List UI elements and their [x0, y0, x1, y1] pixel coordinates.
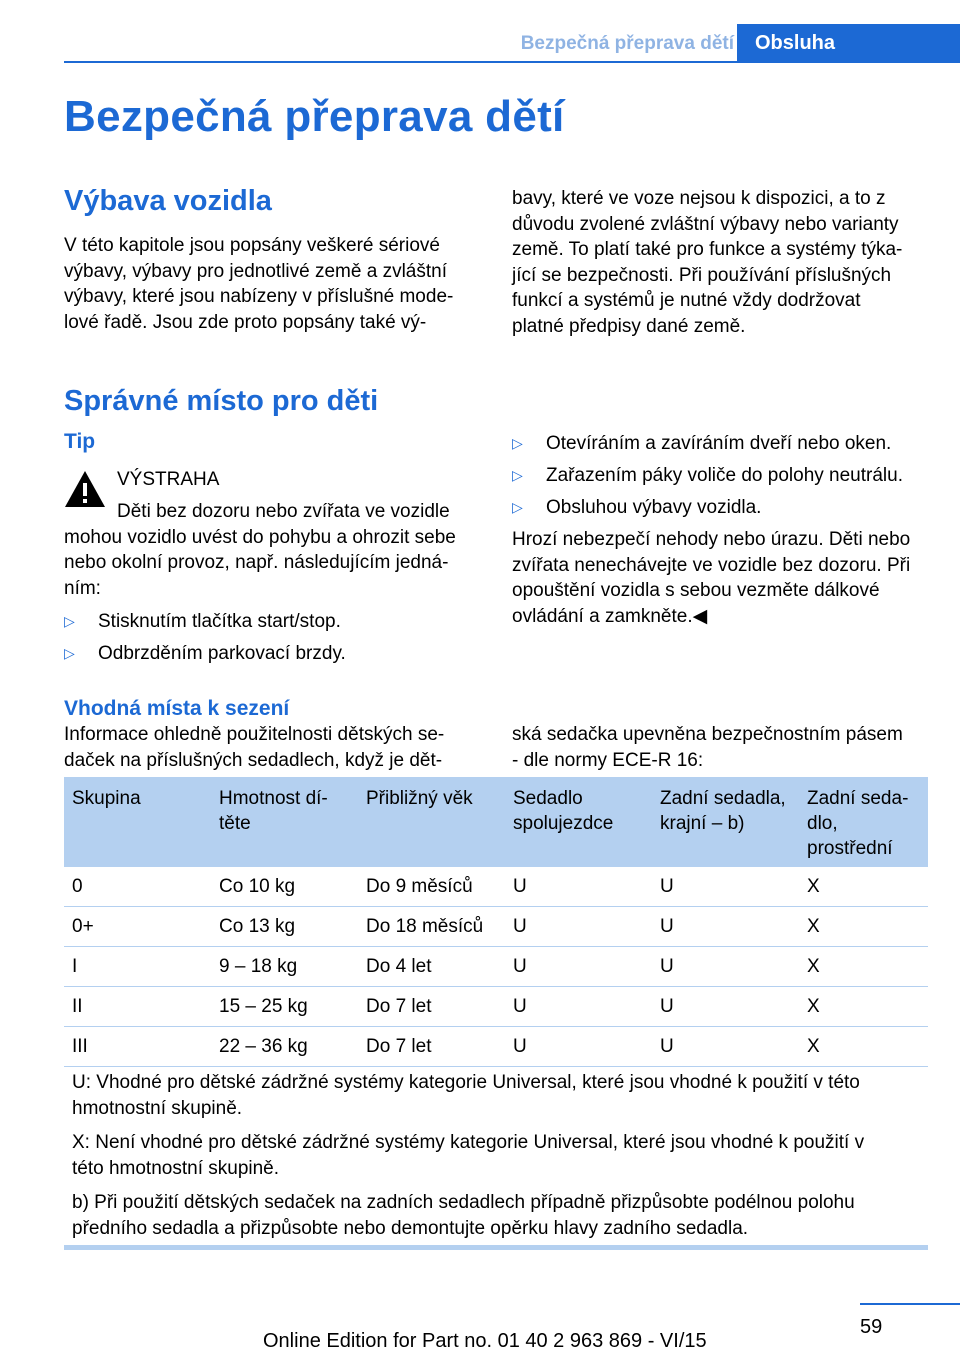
section-heading-place: Správné místo pro děti [64, 385, 379, 417]
table-header-cell: Sedadlo spolujezdce [513, 788, 614, 834]
tip-heading: Tip [64, 430, 96, 453]
table-cell: U [513, 1036, 527, 1057]
footnote-b: b) Při použití dětských sedaček na zadních sedadlech případně přizpůsobte podélnou polohu předního sedadla a přizpůsobte nebo demontujte opěrku hlavy zadního sedadla. [72, 1192, 855, 1239]
page-title: Bezpečná přeprava dětí [64, 92, 565, 141]
table-cell: U [513, 956, 527, 977]
table-cell: 0+ [72, 916, 94, 937]
table-cell: U [513, 916, 527, 937]
table-cell: X [807, 996, 820, 1017]
table-row [64, 867, 928, 907]
equipment-right-paragraph: bavy, které ve voze nejsou k dispozici, a to z důvodu zvolené zvláštní výbavy nebo varianty země. To platí také pro funkce a systémy týka‐ jící se bezpečnosti. Při používání příslušných funkcí a systémů je nutné vždy dodržovat platné předpisy dané země. [512, 188, 903, 337]
table-cell: 15 – 25 kg [219, 996, 308, 1017]
table-header-cell: Hmotnost dí‐ těte [219, 788, 328, 834]
seats-left-paragraph: Informace ohledně použitelnosti dětských se‐ daček na příslušných sedadlech, když je dět‐ [64, 724, 445, 771]
footnote-x: X: Není vhodné pro dětské zádržné systémy kategorie Universal, které jsou vhodné k použití v této hmotnostní skupině. [72, 1132, 865, 1179]
table-row [64, 947, 928, 987]
running-header-chapter-tab: Obsluha [737, 24, 960, 62]
triangle-bullet-icon: ▷ [512, 435, 523, 451]
table-row [64, 1027, 928, 1067]
table-row [64, 907, 928, 947]
table-cell: Co 10 kg [219, 876, 296, 897]
footnote-u: U: Vhodné pro dětské zádržné systémy kategorie Universal, které jsou vhodné k použití v této hmotnostní skupině. [72, 1072, 860, 1119]
table-cell: X [807, 916, 820, 937]
table-cell: X [807, 876, 820, 897]
running-header-section: Bezpečná přeprava dětí [520, 33, 734, 54]
table-bottom-rule [64, 1245, 928, 1250]
triangle-bullet-icon: ▷ [64, 613, 75, 629]
page-number-rule [860, 1303, 960, 1305]
table-header-cell: Zadní seda‐ dlo, prostřední [807, 788, 909, 859]
seat-suitability-table [64, 777, 928, 1067]
table-cell: 0 [72, 876, 83, 897]
table-header-row [64, 777, 928, 867]
seats-right-paragraph: ská sedačka upevněna bezpečnostním pásem - dle normy ECE-R 16: [512, 724, 903, 771]
table-cell: U [660, 876, 674, 897]
table-cell: U [513, 876, 527, 897]
table-cell: 22 – 36 kg [219, 1036, 308, 1057]
footer-edition-text: Online Edition for Part no. 01 40 2 963 869 - VI/15 [263, 1330, 707, 1352]
subsection-heading-seats: Vhodná místa k sezení [64, 697, 290, 720]
table-header-cell: Skupina [72, 788, 141, 809]
table-cell: U [660, 916, 674, 937]
table-cell: Do 7 let [366, 996, 432, 1017]
section-heading-equipment: Výbava vozidla [64, 185, 272, 217]
table-row [64, 987, 928, 1027]
triangle-bullet-icon: ▷ [512, 467, 523, 483]
warning-label: VÝSTRAHA [117, 469, 220, 490]
triangle-bullet-icon: ▷ [512, 499, 523, 515]
table-header-cell: Zadní sedadla, krajní – b) [660, 788, 786, 834]
table-cell: Do 4 let [366, 956, 432, 977]
table-cell: Co 13 kg [219, 916, 296, 937]
equipment-left-paragraph: V této kapitole jsou popsány veškeré sériové výbavy, výbavy pro jednotlivé země a zvláštní výbavy, které jsou nabízeny v příslušné mode‐ lové řadě. Jsou zde proto popsány také vý‐ [64, 235, 454, 333]
table-cell: U [660, 996, 674, 1017]
table-cell: U [513, 996, 527, 1017]
table-cell: 9 – 18 kg [219, 956, 298, 977]
table-cell: X [807, 956, 820, 977]
triangle-bullet-icon: ▷ [64, 645, 75, 661]
table-cell: Do 7 let [366, 1036, 432, 1057]
table-cell: U [660, 1036, 674, 1057]
table-cell: X [807, 1036, 820, 1057]
table-header-cell: Přibližný věk [366, 788, 473, 809]
table-footnotes [64, 1070, 928, 1250]
table-cell: I [72, 956, 78, 977]
warning-paragraph: Děti bez dozoru nebo zvířata ve vozidle mohou vozidlo uvést do pohybu a ohrozit sebe nebo okolní provoz, např. následujícím jedná‐ ním: [64, 501, 456, 599]
table-cell: Do 18 měsíců [366, 916, 484, 937]
header-rule [64, 61, 960, 63]
table-cell: III [72, 1036, 88, 1057]
danger-paragraph: Hrozí nebezpečí nehody nebo úrazu. Děti nebo zvířata nenechávejte ve vozidle bez dozoru. Při opouštění vozidla s sebou vezměte dálkové ovládání a zamkněte.◀ [512, 529, 911, 627]
page-number: 59 [860, 1316, 883, 1338]
table-cell: Do 9 měsíců [366, 876, 473, 897]
table-cell: II [72, 996, 83, 1017]
table-cell: U [660, 956, 674, 977]
